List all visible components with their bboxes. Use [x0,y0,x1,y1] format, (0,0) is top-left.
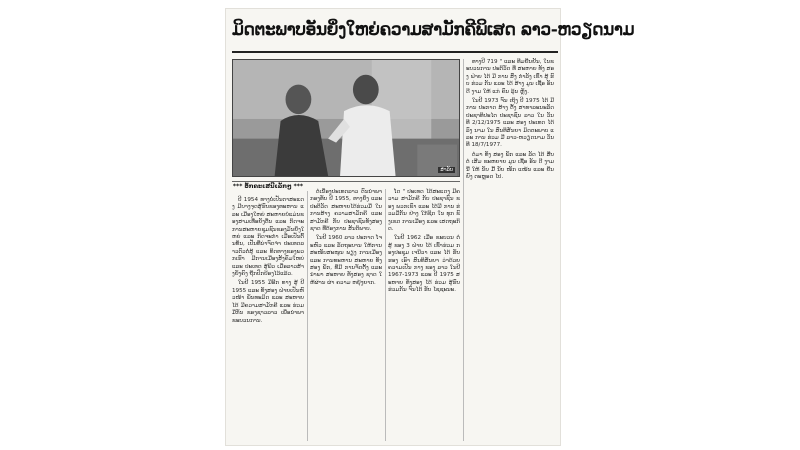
column-divider [463,59,464,441]
newspaper-page [225,8,635,446]
paragraph: ຕໍ່ເນື່ອງປະເທດລາວ ຕົນນຳພາກອງທັບ ປີ 1955, ທາງຍິ່ງ ແລະ ປະຕິວັດ ສະຫາຍໄດ້ຮ່ວມມື ໃນການສ້າງ ຄວາມສາມັກຄີ ແລະ ສາມັກຄີ ກັບ ປະຊາຊົນທັງສອງ ຊາດ ທີ່ຕ້ອງການ ສັນຕິພາບ. [310,189,382,233]
paragraph: ໃນປີ 1960 ລາວ ປະກາດ ໂຈະຫົວ ແລະ ລັດຖະບານ ໃຫ້ການສະໜັບສະໜູນ ພຽງ ການເມືອງ ແລະ ການທະຫານ ສະຫາຍ ທັງສອງ ພັກ, ທີ່ມີ ການຈັດຕັ້ງ ແລະ ນຳພາ ສະຫາຍ ທັງສອງ ຊາດ ໃຫ້ຜ່ານ ຜ່າ ຄວາມ ຫຍຸ້ງຍາກ. [310,235,382,286]
column-divider [307,191,308,441]
paragraph: ໃນປີ 1955 ມີອີກ ທາງ ສູ້ ປີ 1955 ແລະ ທັງສອງ ຝ່າຍເປັນຫົວໜ້າ ພັນທະມິດ ແລະ ສະຫາຍ ໄດ້ ມີຄວາມສາມັກຄີ ແລະ ຮ່ວມມືກັນ ຂອງຊາວລາວ ເພື່ອນຳພາ ຂະບວນການ. [232,280,304,324]
section-caption: *** ອັກຄະເສນີເລັກໆ *** [232,183,304,190]
text-column-3 [388,189,460,443]
photo-illustration [233,60,459,176]
photo-credit: ສຳລັບ [440,167,453,173]
paragraph: ທາງປີ 719 " ແລະ ທີມຢືນຢັນ, ໃນຂະບວນການ ປະຕິວັດ ທີ່ ສະຫາຍ ທັງ ສອງ ຝ່າຍ ໄດ້ ມີ ການ ສົ່ງ ກຳລັງ ເຂົ້າ ສູ້ ຮົບ ຮ່ວມ ກັນ ແລະ ໄດ້ ສ້າງ ມູນ ເຊື້ອ ອັນ ດີ ງາມ ໃຫ້ ແກ່ ຄົນ ລຸ້ນ ຫຼັງ. [466,59,554,95]
article-photo [232,59,460,177]
headline-rule [232,51,558,53]
text-column-2 [310,189,382,443]
text-column-1 [232,197,304,443]
photo-rule [232,181,460,182]
paragraph: ໃນປີ 1973 ຈົນ ເຖິງ ປີ 1975 ໄດ້ ມີ ການ ປະກາດ ສ້າງ ຕັ້ງ ສາທາລະນະລັດ ປະຊາທິປະໄຕ ປະຊາຊົນ ລາວ ໃນ ວັນ ທີ 2/12/1975 ແລະ ສອງ ປະເທດ ໄດ້ ລົງ ນາມ ໃນ ສົນທິສັນຍາ ມິດຕະພາບ ແລະ ການ ຮ່ວມ ມື ລາວ-ຫວຽດນາມ ວັນ ທີ 18/7/1977. [466,98,554,149]
text-column-right [466,59,554,441]
paragraph: ໃນປີ 1962 ເມື່ອ ຂະບວນ ຕໍ່ສູ້ ຂອງ 3 ຝ່າຍ ໄດ້ ເຂົ້າຮ່ວມ ກອງປະຊຸມ ເຈນີວາ ແລະ ໄດ້ ຮັບຮອງ ເອົາ ສົນທິສັນຍາ ວ່າດ້ວຍ ຄວາມເປັນ ກາງ ຂອງ ລາວ ໃນປີ 1967-1973 ແລະ ປີ 1975 ສະຫາຍ ທັງສອງ ໄດ້ ຮ່ວມ ສູ້ຮົບ ຮ່ວມກັນ ຈົນໄດ້ ຮັບ ໄຊຊະນະ. [388,235,460,294]
column-divider [385,189,386,441]
headline: ມິດຕະພາບອັນຍິ່ງໃຫຍ່ຄວາມສາມັກຄີພິເສດ ລາວ-ຫວຽດນາມ [232,20,635,40]
paragraph: ໂດ " ປະເທດ ໄດ້ສະແດງ ມີຄວາມ ສາມັກຄີ ກັບ ປະຊາຊົນ ຂອງ ພວກເຂົາ ແລະ ໄດ້ມີ ການ ຮ່ວມມືກັນ ຢ່າງ ໃກ້ຊິດ ໃນ ທຸກ ຂົງເຂດ ການເມືອງ ແລະ ເສດຖະກິດ. [388,189,460,233]
paragraph: ປີ 1954 ທາງບໍ່ເປັນຕາສະແດງ ມີບາງຈຸດສູ້ຮົບຂອງທະຫານ ແລະ ເມືອງໃຫຍ່ ສະຫາຍບໍ່ແມ່ນຂອງສາມເທື່ອຍັງຕື່ນ ແລະ ກິດຈະການສະຫາຍຊຸມຊົນຂອງມັນຍິ່ງໃຫຍ່ ແລະ ກິດຈະກຳ ເມື່ອເປັນຕົ້ນທຶນ, ເປັນທີ່ນ່າຈົດຈຳ ປະເທດລາວຕົວຕໍ່ສູ້ ແລະ ທິດທາງຂອງພວກເຮົາ ມີການເມືອງສັງຄົມໃຫຍ່ ແລະ ປະເທດ ສູ້ພິວ ເມື່ອລາວສ້າງຍັງຄົງ ຖືກປົກປ້ອງໄວ້ແລ້ວ. [232,197,304,278]
paragraph: ຕໍ່ມາ ທັງ ສອງ ພັກ ແລະ ລັດ ໄດ້ ສືບ ຕໍ່ ເສີມ ຂະຫຍາຍ ມູນ ເຊື້ອ ອັນ ດີ ງາມ ນີ້ ໃຫ້ ນັບ ມື້ ນັບ ໜັກ ແໜ້ນ ແລະ ຍືນ ຍົງ ຕະຫຼອດ ໄປ. [466,151,554,181]
